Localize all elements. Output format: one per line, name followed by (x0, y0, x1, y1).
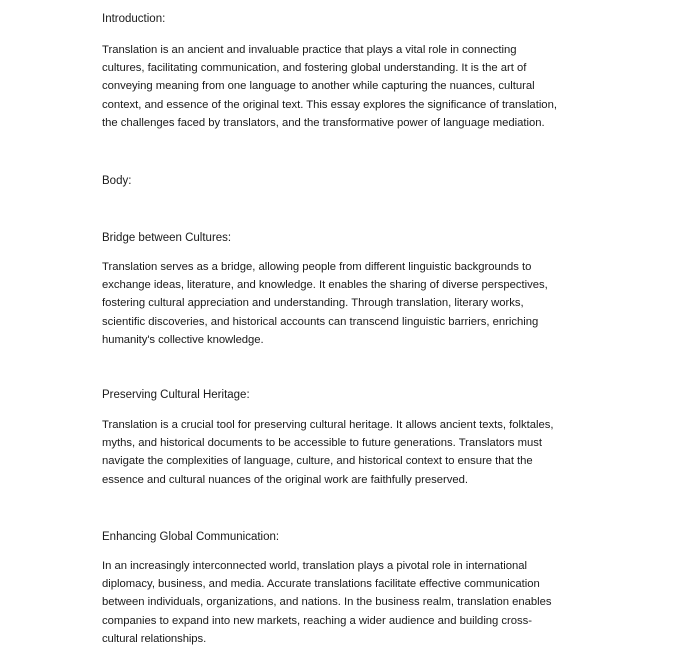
text-line: navigate the complexities of language, culture, and historical context to ensure that the (102, 455, 533, 468)
text-line: In an increasingly interconnected world, translation plays a pivotal role in international (102, 560, 528, 572)
paragraph-bridge-between-cultures (102, 258, 582, 349)
text-line: between individuals, organizations, and nations. In the business realm, translation enables (102, 596, 552, 609)
heading-introduction: Introduction: (102, 13, 166, 25)
paragraph-introduction (102, 41, 582, 132)
text-line: myths, and historical documents to be accessible to future generations. Translators must (102, 437, 543, 450)
heading-enhancing-global-communication: Enhancing Global Communication: (102, 531, 280, 543)
text-line: cultural relationships. (102, 632, 207, 645)
text-line: fostering cultural appreciation and understanding. Through translation, literary works, (102, 297, 524, 310)
text-line: Translation is an ancient and invaluable practice that plays a vital role in connecting (102, 44, 517, 56)
text-line: companies to expand into new markets, reaching a wider audience and building cross- (102, 614, 533, 627)
text-line: context, and essence of the original text. This essay explores the significance of translation, (102, 98, 557, 111)
heading-body: Body: (102, 175, 132, 187)
paragraph-enhancing-global-communication (102, 557, 582, 648)
text-line: scientific discoveries, and historical accounts can transcend linguistic barriers, enriching (102, 315, 539, 328)
text-line: Translation is a crucial tool for preserving cultural heritage. It allows ancient texts, folktales, (102, 419, 554, 431)
text-line: Translation serves as a bridge, allowing people from different linguistic backgrounds to (102, 261, 532, 273)
text-line: essence and cultural nuances of the original work are faithfully preserved. (102, 473, 468, 486)
text-line: humanity's collective knowledge. (102, 333, 264, 346)
text-line: exchange ideas, literature, and knowledge. It enables the sharing of diverse perspectives, (102, 279, 548, 292)
text-line: cultures, facilitating communication, and fostering global understanding. It is the art of (102, 62, 527, 75)
text-line: conveying meaning from one language to another while capturing the nuances, cultural (102, 80, 535, 93)
heading-bridge-between-cultures: Bridge between Cultures: (102, 232, 232, 244)
text-line: diplomacy, business, and media. Accurate translations facilitate effective communication (102, 578, 540, 591)
text-line: the challenges faced by translators, and the transformative power of language mediation. (102, 116, 545, 129)
paragraph-preserving-cultural-heritage (102, 416, 582, 489)
heading-preserving-cultural-heritage: Preserving Cultural Heritage: (102, 389, 250, 401)
